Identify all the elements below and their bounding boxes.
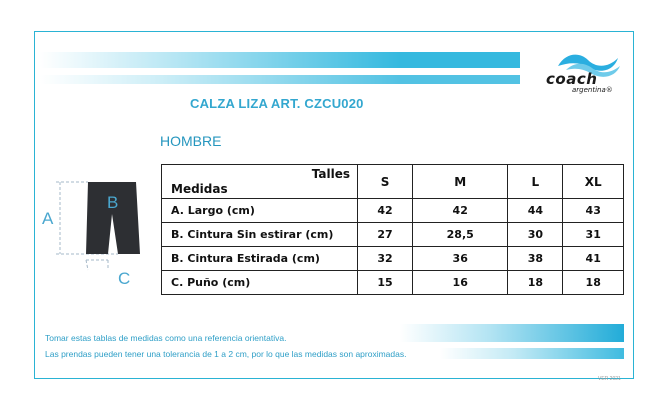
- diagram-label-a: A: [42, 209, 54, 228]
- diagram-label-c: C: [118, 269, 131, 286]
- table-cell: 31: [563, 223, 624, 247]
- table-cell: 27: [358, 223, 413, 247]
- table-row: [162, 199, 624, 223]
- header-corner-cell: [162, 165, 358, 199]
- table-cell: 36: [413, 247, 508, 271]
- table-cell: 32: [358, 247, 413, 271]
- table-row: [162, 223, 624, 247]
- table-cell: 28,5: [413, 223, 508, 247]
- product-title: CALZA LIZA ART. CZCU020: [190, 96, 364, 111]
- table-cell: 44: [508, 199, 563, 223]
- header-talles: Talles: [311, 167, 350, 181]
- note-tolerance: Las prendas pueden tener una tolerancia de 1 a 2 cm, por lo que las medidas son aproximadas.: [45, 349, 407, 359]
- table-row: [162, 271, 624, 295]
- top-gradient-bar: [40, 52, 520, 68]
- row-label: A. Largo (cm): [162, 199, 358, 223]
- size-header-xl: XL: [563, 165, 624, 199]
- row-label: C. Puño (cm): [162, 271, 358, 295]
- table-cell: 38: [508, 247, 563, 271]
- shorts-diagram-icon: [40, 176, 160, 286]
- table-cell: 15: [358, 271, 413, 295]
- table-cell: 41: [563, 247, 624, 271]
- table-row: [162, 247, 624, 271]
- size-header-s: S: [358, 165, 413, 199]
- table-cell: 43: [563, 199, 624, 223]
- note-reference: Tomar estas tablas de medidas como una referencia orientativa.: [45, 333, 287, 343]
- brand-subtitle: argentina®: [572, 86, 613, 94]
- row-label: B. Cintura Estirada (cm): [162, 247, 358, 271]
- brand-name: coach: [546, 70, 598, 88]
- size-table: [161, 164, 624, 295]
- table-header-row: [162, 165, 624, 199]
- gender-subtitle: HOMBRE: [160, 133, 222, 149]
- version-label: VER 2021: [598, 376, 621, 382]
- top-gradient-bar-thin: [40, 75, 520, 84]
- bottom-gradient-bar: [400, 324, 624, 342]
- table-cell: 30: [508, 223, 563, 247]
- header-medidas: Medidas: [171, 182, 228, 196]
- table-cell: 18: [563, 271, 624, 295]
- row-label: B. Cintura Sin estirar (cm): [162, 223, 358, 247]
- table-cell: 18: [508, 271, 563, 295]
- diagram-label-b: B: [107, 193, 119, 212]
- bottom-gradient-bar-thin: [440, 348, 624, 359]
- size-header-l: L: [508, 165, 563, 199]
- table-cell: 42: [358, 199, 413, 223]
- size-header-m: M: [413, 165, 508, 199]
- table-cell: 42: [413, 199, 508, 223]
- table-cell: 16: [413, 271, 508, 295]
